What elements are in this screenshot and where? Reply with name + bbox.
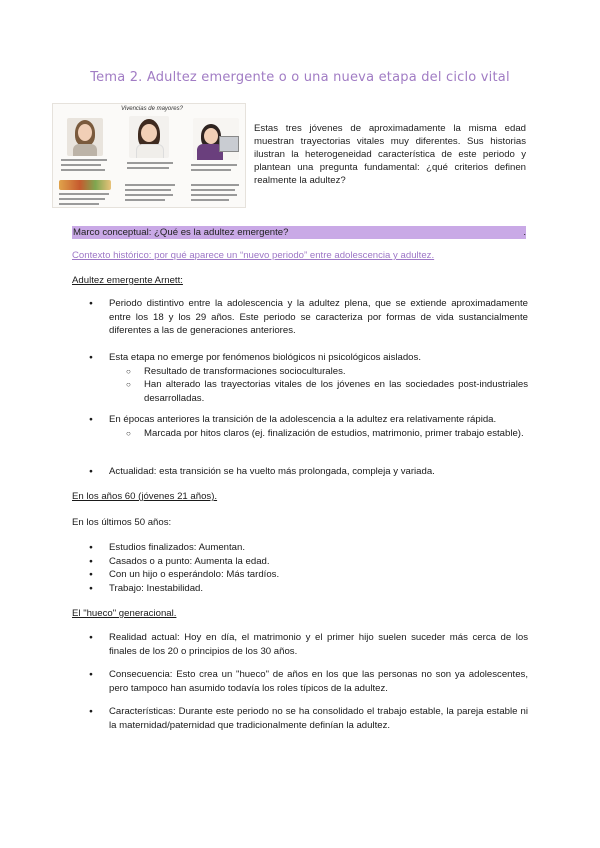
- list-item: ● Realidad actual: Hoy en día, el matrimonio y el primer hijo suelen suceder más cerca de los finales de los 20 o principios de los 30 años.: [72, 631, 528, 658]
- sixties-list: [72, 541, 528, 595]
- section-band-dot: .: [523, 227, 526, 238]
- section-band-heading: Marco conceptual: ¿Qué es la adultez emergente?: [73, 227, 289, 238]
- sixties-heading: En los años 60 (jóvenes 21 años).: [72, 491, 218, 502]
- list-item-text: En épocas anteriores la transición de la adolescencia a la adultez era relativamente rápida.: [109, 414, 497, 425]
- list-item: ● Trabajo: Inestabilidad.: [72, 582, 528, 596]
- context-link[interactable]: Contexto histórico: por qué aparece un “nuevo periodo” entre adolescencia y adultez.: [72, 250, 435, 261]
- food-photo: [59, 180, 111, 190]
- sub-list-item: ○ Han alterado las trayectorias vitales de los jóvenes en las sociedades post-industriales desarrolladas.: [109, 378, 528, 405]
- arnett-heading: Adultez emergente Arnett:: [72, 275, 183, 286]
- list-item: ● Características: Durante este periodo no se ha consolidado el trabajo estable, la pareja estable ni la maternidad/paternidad que tradicionalmente definían la adultez.: [72, 705, 528, 732]
- list-item: ● Estudios finalizados: Aumentan.: [72, 541, 528, 555]
- sub-list-item: ○ Marcada por hitos claros (ej. finalización de estudios, matrimonio, primer trabajo estable).: [109, 427, 528, 441]
- list-item: ● Consecuencia: Esto crea un "hueco" de años en los que las personas no son ya adolescentes, pero tampoco han asumido todavía los roles típicos de la adultez.: [72, 668, 528, 695]
- list-item: ● Actualidad: esta transición se ha vuelto más prolongada, compleja y variada.: [72, 465, 528, 479]
- three-women-collage-image: [52, 103, 246, 208]
- arnett-list-4: [72, 465, 528, 479]
- list-item: ● Periodo distintivo entre la adolescencia y la adultez plena, que se extiende aproximadamente entre los 18 y los 29 años. Este periodo se caracteriza por formas de vida sustancialmente diferentes a las de generaciones anteriores.: [72, 297, 528, 338]
- sub-list-item: ○ Resultado de transformaciones socioculturales.: [109, 365, 528, 379]
- list-item-text: Esta etapa no emerge por fenómenos biológicos ni psicológicos aislados.: [109, 352, 421, 363]
- photo-woman-1: [67, 118, 103, 156]
- list-item: ● Casados o a punto: Aumenta la edad.: [72, 555, 528, 569]
- list-item: [72, 351, 528, 405]
- last-50-years-label: En los últimos 50 años:: [72, 517, 172, 528]
- intro-paragraph: Estas tres jóvenes de aproximadamente la misma edad muestran trayectorias vitales muy diferentes. Sus historias ilustran la heterogeneidad característica de este periodo y plantean una pregunta fundamental: ¿qué criterios definen realmente la adultez?: [254, 123, 526, 186]
- list-item: ● Con un hijo o esperándolo: Más tardíos.: [72, 568, 528, 582]
- gap-heading: El "hueco" generacional.: [72, 608, 177, 619]
- document-title: Tema 2. Adultez emergente o o una nueva etapa del ciclo vital: [90, 70, 510, 85]
- list-item: [72, 413, 528, 440]
- sub-list: [109, 365, 528, 406]
- gap-list-1: [72, 631, 528, 658]
- photo-woman-3: [193, 118, 239, 160]
- arnett-list-3: [72, 413, 528, 440]
- collage-heading: Vivencias de mayores?: [121, 106, 183, 112]
- section-band: [72, 226, 526, 239]
- arnett-list: [72, 297, 528, 338]
- gap-list-2: [72, 668, 528, 695]
- photo-woman-2: [129, 116, 169, 158]
- arnett-list-2: [72, 351, 528, 405]
- sub-list: [109, 427, 528, 441]
- gap-list-3: [72, 705, 528, 732]
